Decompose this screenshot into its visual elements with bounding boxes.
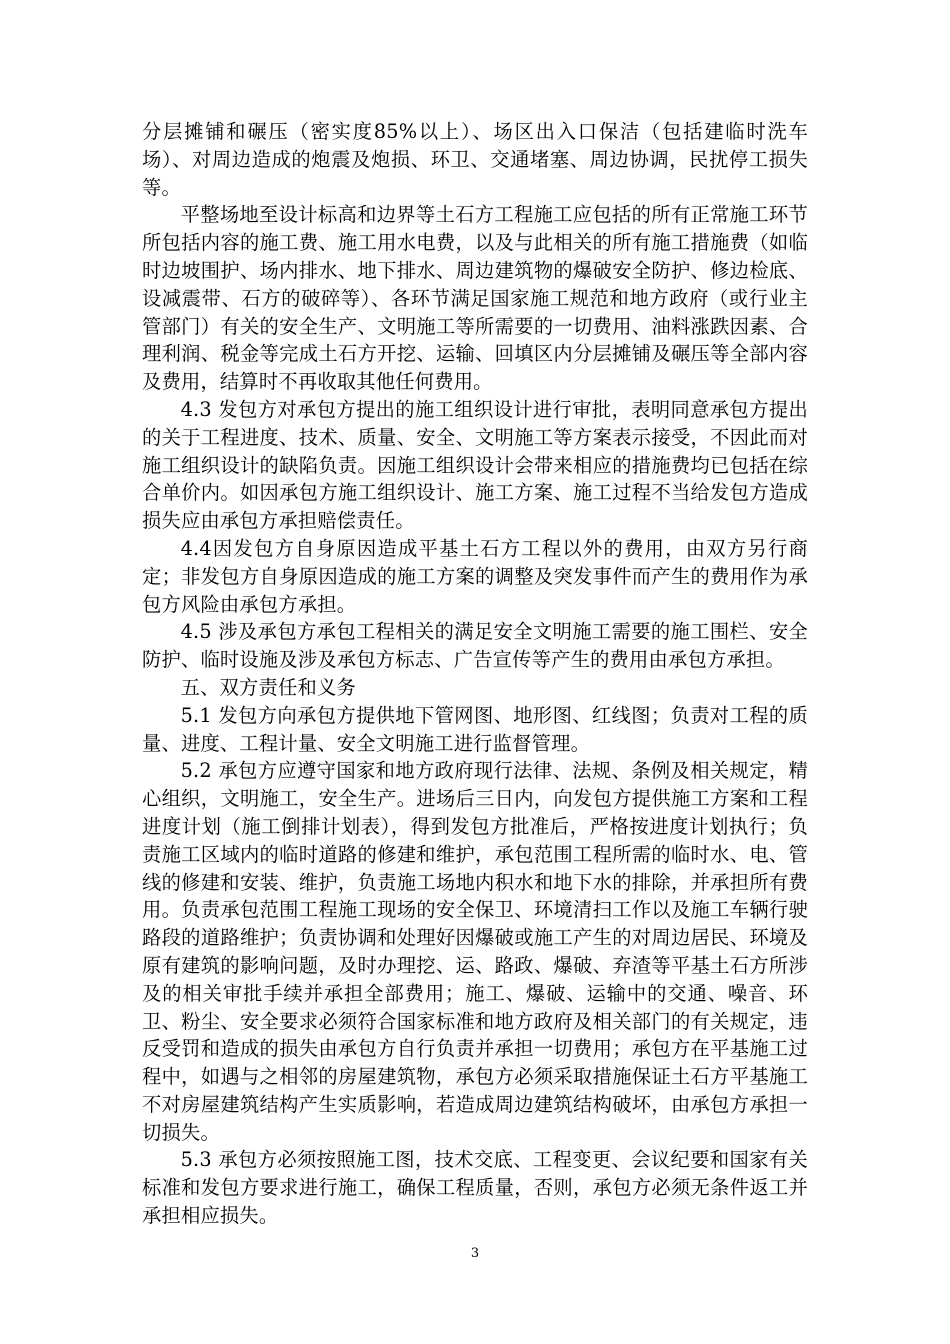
paragraph-1: 分层摊铺和碾压（密实度85%以上）、场区出入口保洁（包括建临时洗车场）、对周边造成的炮震及炮损、环卫、交通堵塞、周边协调，民扰停工损失等。 [142, 120, 808, 199]
body-text [142, 118, 808, 1230]
paragraph-4: 4.4因发包方自身原因造成平基土石方工程以外的费用，由双方另行商定；非发包方自身原因造成的施工方案的调整及突发事件而产生的费用作为承包方风险由承包方承担。 [142, 536, 808, 616]
section-heading: 五、双方责任和义务 [180, 675, 356, 699]
paragraph-3: 4.3 发包方对承包方提出的施工组织设计进行审批，表明同意承包方提出的关于工程进度、技术、质量、安全、文明施工等方案表示接受，不因此而对施工组织设计的缺陷负责。因施工组织设计会带来相应的措施费均已包括在综合单价内。如因承包方施工组织设计、施工方案、施工过程不当给发包方造成损失应由承包方承担赔偿责任。 [142, 397, 808, 533]
paragraph-9: 5.3 承包方必须按照施工图，技术交底、工程变更、会议纪要和国家有关标准和发包方要求进行施工，确保工程质量，否则，承包方必须无条件返工并承担相应损失。 [142, 1148, 808, 1228]
page-number: 3 [470, 1246, 480, 1261]
paragraph-8: 5.2 承包方应遵守国家和地方政府现行法律、法规、条例及相关规定，精心组织，文明施工，安全生产。进场后三日内，向发包方提供施工方案和工程进度计划（施工倒排计划表），得到发包方批准后，严格按进度计划执行；负责施工区域内的临时道路的修建和维护，承包范围工程所需的临时水、电、管线的修建和安装、维护，负责施工场地内积水和地下水的排除，并承担所有费用。负责承包范围工程施工现场的安全保卫、环境清扫工作以及施工车辆行驶路段的道路维护；负责协调和处理好因爆破或施工产生的对周边居民、环境及原有建筑的影响问题，及时办理挖、运、路政、爆破、弃渣等平基土石方所涉及的相关审批手续并承担全部费用；施工、爆破、运输中的交通、噪音、环卫、粉尘、安全要求必须符合国家标准和地方政府及相关部门的有关规定，违反受罚和造成的损失由承包方自行负责并承担一切费用；承包方在平基施工过程中，如遇与之相邻的房屋建筑物，承包方必须采取措施保证土石方平基施工不对房屋建筑结构产生实质影响，若造成周边建筑结构破坏，由承包方承担一切损失。 [142, 759, 808, 1144]
paragraph-7: 5.1 发包方向承包方提供地下管网图、地形图、红线图；负责对工程的质量、进度、工程计量、安全文明施工进行监督管理。 [142, 703, 808, 755]
paragraph-5: 4.5 涉及承包方承包工程相关的满足安全文明施工需要的施工围栏、安全防护、临时设施及涉及承包方标志、广告宣传等产生的费用由承包方承担。 [142, 620, 808, 672]
paragraph-2: 平整场地至设计标高和边界等土石方工程施工应包括的所有正常施工环节所包括内容的施工费、施工用水电费，以及与此相关的所有施工措施费（如临时边坡围护、场内排水、地下排水、周边建筑物的爆破安全防护、修边检底、设减震带、石方的破碎等）、各环节满足国家施工规范和地方政府（或行业主管部门）有关的安全生产、文明施工等所需要的一切费用、油料涨跌因素、合理利润、税金等完成土石方开挖、运输、回填区内分层摊铺及碾压等全部内容及费用，结算时不再收取其他任何费用。 [142, 203, 808, 394]
